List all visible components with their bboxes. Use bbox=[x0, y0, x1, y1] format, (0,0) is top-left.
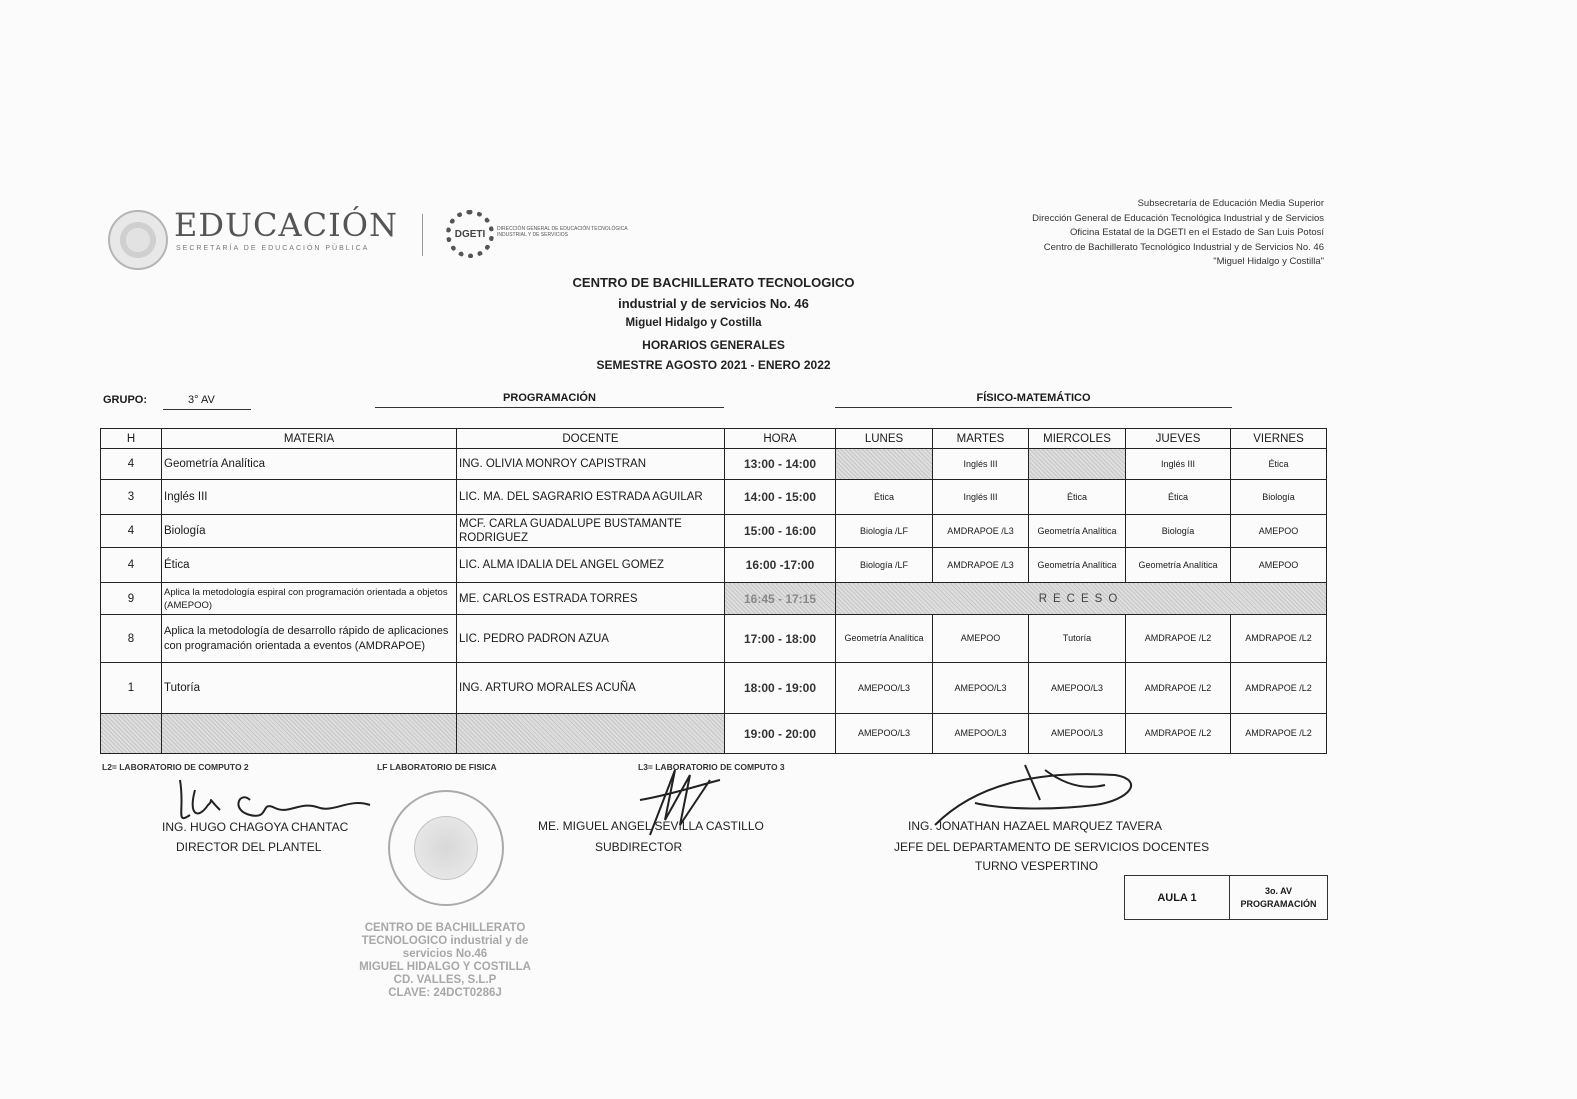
column-header: HORA bbox=[725, 429, 836, 449]
time-cell: 16:45 - 17:15 bbox=[725, 583, 836, 615]
jefe-title: JEFE DEL DEPARTAMENTO DE SERVICIOS DOCENTES bbox=[894, 840, 1210, 854]
column-header: MATERIA bbox=[162, 429, 457, 449]
title-line-4: HORARIOS GENERALES bbox=[642, 338, 785, 352]
header-line: "Miguel Hidalgo y Costilla" bbox=[1213, 256, 1324, 268]
legend-l2: L2= LABORATORIO DE COMPUTO 2 bbox=[102, 762, 249, 772]
time-cell: 19:00 - 20:00 bbox=[725, 714, 836, 754]
aula-label: AULA 1 bbox=[1125, 876, 1230, 919]
day-cell-lunes: AMEPOO/L3 bbox=[836, 663, 933, 714]
group-label: GRUPO: bbox=[103, 394, 147, 406]
subject-cell bbox=[162, 714, 457, 754]
day-cell-viernes: AMDRAPOE /L2 bbox=[1231, 663, 1327, 714]
header-line: Centro de Bachillerato Tecnológico Industrial y de Servicios No. 46 bbox=[1043, 241, 1324, 253]
school-stamp bbox=[335, 922, 555, 1000]
receso-cell: RECESO bbox=[836, 583, 1327, 615]
day-cell-martes: Inglés III bbox=[933, 449, 1029, 480]
schedule-table bbox=[100, 428, 1327, 754]
day-cell-miercoles bbox=[1029, 449, 1126, 480]
title-line-3: Miguel Hidalgo y Costilla bbox=[625, 317, 762, 329]
hours-cell: 3 bbox=[101, 480, 162, 515]
hours-cell: 4 bbox=[101, 548, 162, 583]
column-header: MIERCOLES bbox=[1029, 429, 1126, 449]
educacion-logo-text: EDUCACIÓN bbox=[174, 206, 398, 244]
stamp-line: MIGUEL HIDALGO Y COSTILLA bbox=[359, 961, 531, 973]
column-header: VIERNES bbox=[1231, 429, 1327, 449]
subject-cell: Inglés III bbox=[162, 480, 457, 515]
title-line-1: CENTRO DE BACHILLERATO TECNOLOGICO bbox=[572, 275, 855, 290]
teacher-cell: ING. OLIVIA MONROY CAPISTRAN bbox=[457, 449, 725, 480]
director-name: ING. HUGO CHAGOYA CHANTAC bbox=[162, 820, 349, 834]
stamp-line: servicios No.46 bbox=[402, 948, 488, 960]
table-row bbox=[101, 714, 1327, 754]
aula-group-line2: PROGRAMACIÓN bbox=[1240, 898, 1317, 909]
area-underline bbox=[835, 406, 1232, 408]
header-line: Oficina Estatal de la DGETI en el Estado de San Luis Potosí bbox=[1070, 227, 1324, 239]
day-cell-viernes: AMEPOO bbox=[1231, 548, 1327, 583]
table-header-row bbox=[101, 429, 1327, 449]
subject-cell: Aplica la metodología de desarrollo rápido de aplicaciones con programación orientada a eventos (AMDRAPOE) bbox=[162, 615, 457, 663]
time-cell: 17:00 - 18:00 bbox=[725, 615, 836, 663]
group-underline bbox=[163, 408, 251, 410]
hours-cell: 4 bbox=[101, 449, 162, 480]
dgeti-gear-icon bbox=[446, 210, 494, 258]
teacher-cell: LIC. PEDRO PADRON AZUA bbox=[457, 615, 725, 663]
teacher-cell: LIC. ALMA IDALIA DEL ANGEL GOMEZ bbox=[457, 548, 725, 583]
day-cell-viernes: AMDRAPOE /L2 bbox=[1231, 714, 1327, 754]
day-cell-viernes: AMDRAPOE /L2 bbox=[1231, 615, 1327, 663]
teacher-cell bbox=[457, 714, 725, 754]
area-label: FÍSICO-MATEMÁTICO bbox=[976, 392, 1091, 404]
day-cell-lunes: AMEPOO/L3 bbox=[836, 714, 933, 754]
day-cell-lunes: Ética bbox=[836, 480, 933, 515]
subject-cell: Biología bbox=[162, 515, 457, 548]
day-cell-jueves: AMDRAPOE /L2 bbox=[1126, 663, 1231, 714]
career-underline bbox=[375, 406, 724, 408]
sep-seal-icon bbox=[108, 210, 168, 270]
table-row bbox=[101, 583, 1327, 615]
table-row bbox=[101, 663, 1327, 714]
title-line-5: SEMESTRE AGOSTO 2021 - ENERO 2022 bbox=[596, 358, 831, 372]
teacher-cell: ING. ARTURO MORALES ACUÑA bbox=[457, 663, 725, 714]
teacher-cell: MCF. CARLA GUADALUPE BUSTAMANTE RODRIGUEZ bbox=[457, 515, 725, 548]
aula-group bbox=[1230, 876, 1327, 919]
subdirector-title: SUBDIRECTOR bbox=[595, 840, 683, 854]
day-cell-jueves: AMDRAPOE /L2 bbox=[1126, 615, 1231, 663]
subject-cell: Aplica la metodología espiral con programación orientada a objetos (AMEPOO) bbox=[162, 583, 457, 615]
time-cell: 14:00 - 15:00 bbox=[725, 480, 836, 515]
stamp-line: TECNOLOGICO industrial y de bbox=[361, 935, 529, 947]
table-row bbox=[101, 515, 1327, 548]
hours-cell bbox=[101, 714, 162, 754]
column-header: JUEVES bbox=[1126, 429, 1231, 449]
day-cell-miercoles: Ética bbox=[1029, 480, 1126, 515]
day-cell-martes: AMEPOO/L3 bbox=[933, 714, 1029, 754]
day-cell-lunes bbox=[836, 449, 933, 480]
stamp-line: CENTRO DE BACHILLERATO bbox=[364, 922, 526, 934]
hours-cell: 1 bbox=[101, 663, 162, 714]
day-cell-lunes: Biología /LF bbox=[836, 515, 933, 548]
day-cell-miercoles: AMEPOO/L3 bbox=[1029, 663, 1126, 714]
day-cell-martes: AMEPOO bbox=[933, 615, 1029, 663]
subdirector-name: ME. MIGUEL ANGEL SEVILLA CASTILLO bbox=[538, 819, 764, 833]
teacher-cell: LIC. MA. DEL SAGRARIO ESTRADA AGUILAR bbox=[457, 480, 725, 515]
column-header: DOCENTE bbox=[457, 429, 725, 449]
time-cell: 15:00 - 16:00 bbox=[725, 515, 836, 548]
header-line: Subsecretaría de Educación Media Superior bbox=[1137, 198, 1324, 209]
career-label: PROGRAMACIÓN bbox=[503, 392, 596, 404]
day-cell-martes: AMEPOO/L3 bbox=[933, 663, 1029, 714]
jefe-name: ING. JONATHAN HAZAEL MARQUEZ TAVERA bbox=[908, 819, 1163, 833]
dgeti-logo-subtitle: DIRECCIÓN GENERAL DE EDUCACIÓN TECNOLÓGICA INDUSTRIAL Y DE SERVICIOS bbox=[497, 226, 628, 238]
day-cell-viernes: AMEPOO bbox=[1231, 515, 1327, 548]
group-value: 3° AV bbox=[188, 394, 215, 406]
stamp-line: CD. VALLES, S.L.P bbox=[393, 974, 497, 986]
table-row bbox=[101, 449, 1327, 480]
logo-divider bbox=[422, 214, 423, 256]
director-title: DIRECTOR DEL PLANTEL bbox=[176, 840, 322, 854]
header-line: Dirección General de Educación Tecnológica Industrial y de Servicios bbox=[1032, 212, 1324, 224]
day-cell-jueves: Geometría Analítica bbox=[1126, 548, 1231, 583]
day-cell-miercoles: Geometría Analítica bbox=[1029, 515, 1126, 548]
day-cell-lunes: Biología /LF bbox=[836, 548, 933, 583]
time-cell: 18:00 - 19:00 bbox=[725, 663, 836, 714]
day-cell-martes: AMDRAPOE /L3 bbox=[933, 515, 1029, 548]
day-cell-miercoles: Tutoría bbox=[1029, 615, 1126, 663]
table-row bbox=[101, 548, 1327, 583]
day-cell-jueves: Ética bbox=[1126, 480, 1231, 515]
day-cell-martes: AMDRAPOE /L3 bbox=[933, 548, 1029, 583]
stamp-line: CLAVE: 24DCT0286J bbox=[388, 987, 502, 999]
title-line-2: industrial y de servicios No. 46 bbox=[618, 296, 809, 311]
aula-box bbox=[1124, 875, 1328, 920]
hours-cell: 4 bbox=[101, 515, 162, 548]
subject-cell: Tutoría bbox=[162, 663, 457, 714]
subject-cell: Ética bbox=[162, 548, 457, 583]
teacher-cell: ME. CARLOS ESTRADA TORRES bbox=[457, 583, 725, 615]
day-cell-jueves: Biología bbox=[1126, 515, 1231, 548]
dgeti-logo-text: DGETI bbox=[454, 228, 486, 240]
educacion-logo-subtitle: SECRETARÍA DE EDUCACIÓN PÚBLICA bbox=[176, 245, 370, 252]
time-cell: 16:00 -17:00 bbox=[725, 548, 836, 583]
time-cell: 13:00 - 14:00 bbox=[725, 449, 836, 480]
day-cell-miercoles: Geometría Analítica bbox=[1029, 548, 1126, 583]
day-cell-lunes: Geometría Analítica bbox=[836, 615, 933, 663]
day-cell-jueves: Inglés III bbox=[1126, 449, 1231, 480]
table-row bbox=[101, 615, 1327, 663]
legend-l3: L3= LABORATORIO DE COMPUTO 3 bbox=[638, 762, 785, 772]
hours-cell: 9 bbox=[101, 583, 162, 615]
day-cell-miercoles: AMEPOO/L3 bbox=[1029, 714, 1126, 754]
day-cell-viernes: Biología bbox=[1231, 480, 1327, 515]
subject-cell: Geometría Analítica bbox=[162, 449, 457, 480]
hours-cell: 8 bbox=[101, 615, 162, 663]
table-row bbox=[101, 480, 1327, 515]
jefe-turno: TURNO VESPERTINO bbox=[975, 859, 1099, 873]
column-header: MARTES bbox=[933, 429, 1029, 449]
column-header: H bbox=[101, 429, 162, 449]
day-cell-martes: Inglés III bbox=[933, 480, 1029, 515]
institution-header bbox=[1032, 197, 1324, 270]
legend-lf: LF LABORATORIO DE FISICA bbox=[377, 762, 497, 772]
column-header: LUNES bbox=[836, 429, 933, 449]
day-cell-jueves: AMDRAPOE /L2 bbox=[1126, 714, 1231, 754]
official-seal-stamp-icon bbox=[388, 790, 504, 906]
day-cell-viernes: Ética bbox=[1231, 449, 1327, 480]
aula-group-line1: 3o. AV bbox=[1264, 885, 1292, 896]
